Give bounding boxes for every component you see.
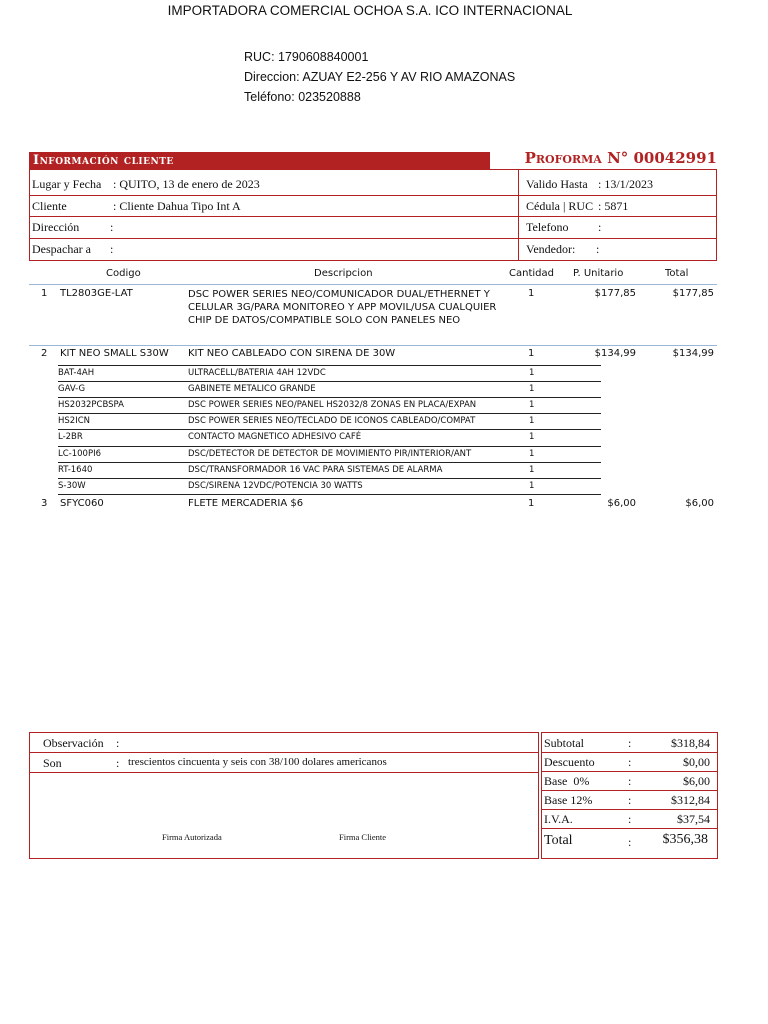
kit-descripcion: DSC/SIRENA 12VDC/POTENCIA 30 WATTS (188, 481, 363, 491)
client-info-header (29, 149, 717, 169)
base-12-colon: : (628, 793, 632, 807)
item-total: $134,99 (672, 348, 714, 359)
total-value: $356,38 (662, 832, 708, 847)
kit-divider (58, 381, 601, 382)
iva-colon: : (628, 812, 632, 826)
vendedor-label: Vendedor: (526, 242, 576, 256)
direccion-value: : (110, 220, 114, 234)
iva-label: I.V.A. (544, 812, 573, 826)
info-border-bottom (29, 260, 717, 261)
descuento-colon: : (628, 755, 632, 769)
valido-hasta-value: : 13/1/2023 (598, 177, 654, 191)
kit-codigo: LC-100PI6 (58, 449, 102, 459)
kit-divider (58, 462, 601, 463)
table-row (0, 348, 768, 364)
header-codigo: Codigo (106, 268, 141, 279)
item-number: 2 (41, 348, 48, 359)
total-colon: : (628, 835, 632, 849)
totals-divider (541, 828, 718, 829)
totals-divider (541, 771, 718, 772)
info-row-divider (29, 216, 717, 217)
kit-codigo: RT-1640 (58, 465, 93, 475)
info-column-divider (518, 169, 519, 261)
kit-codigo: BAT-4AH (58, 368, 95, 378)
item-unitario: $6,00 (607, 498, 636, 509)
kit-cantidad: 1 (529, 481, 535, 491)
company-phone: Teléfono: 023520888 (244, 90, 361, 104)
base-0-label: Base 0% (544, 774, 590, 788)
item-cantidad: 1 (528, 348, 535, 359)
direccion-label: Dirección (32, 220, 80, 234)
lugar-fecha-label: Lugar y Fecha (32, 177, 102, 191)
despachar-label: Despachar a (32, 242, 91, 256)
kit-codigo: HS2ICN (58, 416, 90, 426)
kit-cantidad: 1 (529, 449, 535, 459)
kit-cantidad: 1 (529, 384, 535, 394)
totals-divider (541, 752, 718, 753)
son-label: Son (43, 756, 62, 770)
kit-codigo: L-2BR (58, 432, 83, 442)
kit-codigo: GAV-G (58, 384, 86, 394)
kit-codigo: HS2032PCBSPA (58, 400, 124, 410)
kit-divider (58, 478, 601, 479)
kit-divider (58, 413, 601, 414)
company-address: Direccion: AZUAY E2-256 Y AV RIO AMAZONAS (244, 70, 516, 84)
descuento-label: Descuento (544, 755, 595, 769)
item-codigo: KIT NEO SMALL S30W (60, 348, 169, 359)
telefono-label: Telefono (526, 220, 569, 234)
kit-descripcion: DSC POWER SERIES NEO/TECLADO DE ICONOS CABLEADO/COMPAT (188, 416, 476, 426)
kit-descripcion: DSC POWER SERIES NEO/PANEL HS2032/8 ZONAS EN PLACA/EXPAN (188, 400, 477, 410)
kit-codigo: S-30W (58, 481, 86, 491)
header-unitario: P. Unitario (573, 268, 624, 279)
kit-cantidad: 1 (529, 400, 535, 410)
base-12-label: Base 12% (544, 793, 593, 807)
kit-divider (58, 397, 601, 398)
kit-divider (58, 446, 601, 447)
observacion-label: Observación (43, 736, 104, 750)
kit-descripcion: CONTACTO MAGNETICO ADHESIVO CAFÉ (188, 432, 362, 442)
item-cantidad: 1 (528, 288, 535, 299)
info-border-top (29, 169, 717, 170)
son-divider (29, 772, 539, 773)
subtotal-label: Subtotal (544, 736, 585, 750)
kit-descripcion: DSC/DETECTOR DE DETECTOR DE MOVIMIENTO PIR/INTERIOR/ANT (188, 449, 472, 459)
iva-value: $37,54 (677, 812, 710, 826)
subtotal-value: $318,84 (671, 736, 710, 750)
total-label: Total (544, 833, 573, 848)
header-divider (29, 284, 717, 285)
totals-divider (541, 809, 718, 810)
info-row-divider (29, 238, 717, 239)
kit-cantidad: 1 (529, 465, 535, 475)
item-descripcion: DSC POWER SERIES NEO/COMUNICADOR DUAL/ETHERNET Y CELULAR 3G/PARA MONITOREO Y APP MOVIL/USA CUALQUIER CHIP DE DATOS/COMPATIBLE SOLO CON PANELES NEO (188, 289, 497, 326)
kit-cantidad: 1 (529, 368, 535, 378)
base-12-value: $312,84 (671, 793, 710, 807)
item-descripcion: FLETE MERCADERIA $6 (188, 498, 304, 509)
kit-divider (58, 429, 601, 430)
row-divider (29, 345, 717, 346)
item-codigo: TL2803GE-LAT (60, 288, 133, 299)
lugar-fecha-value: : QUITO, 13 de enero de 2023 (113, 177, 260, 191)
telefono-value: : (598, 220, 602, 234)
item-cantidad: 1 (528, 498, 535, 509)
info-border-right (716, 169, 717, 261)
cliente-label: Cliente (32, 199, 67, 213)
company-name: IMPORTADORA COMERCIAL OCHOA S.A. ICO INTERNACIONAL (167, 3, 573, 18)
subtotal-colon: : (628, 736, 632, 750)
kit-divider (58, 494, 601, 495)
item-number: 3 (41, 498, 48, 509)
son-colon: : (116, 756, 120, 770)
header-cantidad: Cantidad (509, 268, 554, 279)
item-number: 1 (41, 288, 48, 299)
proforma-number: Proforma N° 00042991 (524, 149, 717, 167)
despachar-value: : (110, 242, 114, 256)
info-row-divider (29, 195, 717, 196)
valido-hasta-label: Valido Hasta (526, 177, 588, 191)
kit-descripcion: GABINETE METALICO GRANDE (188, 384, 316, 394)
item-total: $6,00 (685, 498, 714, 509)
kit-divider (58, 365, 601, 366)
kit-cantidad: 1 (529, 432, 535, 442)
item-codigo: SFYC060 (60, 498, 104, 509)
item-unitario: $177,85 (594, 288, 636, 299)
vendedor-value: : (596, 242, 600, 256)
cliente-value: : Cliente Dahua Tipo Int A (113, 199, 241, 213)
firma-autorizada: Firma Autorizada (162, 832, 222, 842)
table-row (0, 288, 768, 344)
item-unitario: $134,99 (594, 348, 636, 359)
observaciones-divider (29, 752, 539, 753)
company-ruc: RUC: 1790608840001 (244, 50, 369, 64)
descuento-value: $0,00 (683, 755, 710, 769)
client-info-title: Información cliente (29, 152, 490, 169)
cedula-value: : 5871 (598, 199, 629, 213)
table-row (0, 498, 768, 514)
kit-descripcion: DSC/TRANSFORMADOR 16 VAC PARA SISTEMAS DE ALARMA (188, 465, 443, 475)
base-0-value: $6,00 (683, 774, 710, 788)
totals-divider (541, 790, 718, 791)
cedula-label: Cédula | RUC (526, 199, 594, 213)
header-total: Total (665, 268, 689, 279)
firma-cliente: Firma Cliente (339, 832, 386, 842)
kit-descripcion: ULTRACELL/BATERIA 4AH 12VDC (188, 368, 326, 378)
kit-cantidad: 1 (529, 416, 535, 426)
info-border-left (29, 169, 30, 261)
item-descripcion: KIT NEO CABLEADO CON SIRENA DE 30W (188, 348, 396, 359)
item-total: $177,85 (672, 288, 714, 299)
base-0-colon: : (628, 774, 632, 788)
son-value: trescientos cincuenta y seis con 38/100 dolares americanos (128, 756, 387, 768)
observacion-value: : (116, 736, 120, 750)
header-descripcion: Descripcion (314, 268, 373, 279)
